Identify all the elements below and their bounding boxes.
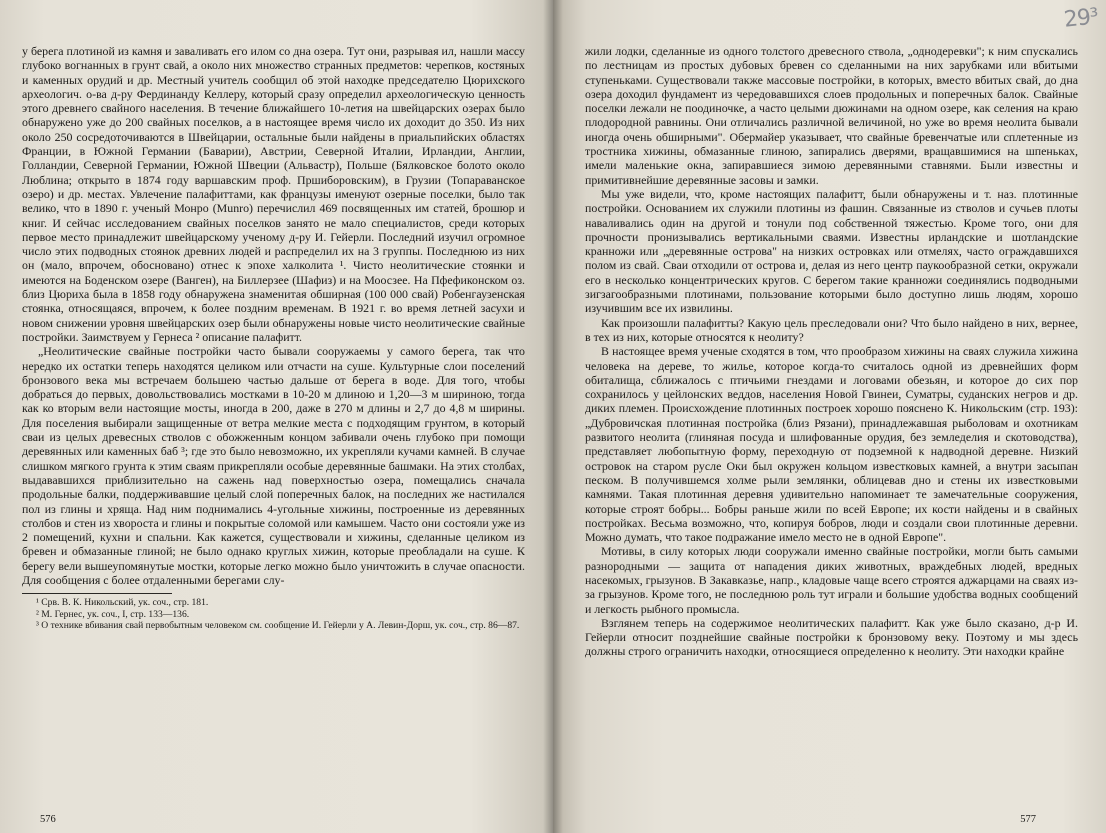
footnote: ¹ Срв. В. К. Никольский, ук. соч., стр. 181.: [36, 597, 209, 609]
paragraph: „Неолитические свайные постройки часто бывали сооружаемы у самого берега, так что нередко их остатки теперь находятся целиком или отчасти на суше. Культурные слои поселений бронзового века мы встречаем большею частью дальше от берега в воде. Для того, чтобы добраться до первых, довольствовались мостками в 10-20 м длиною и 1,20—3 м шириною, тогда как ко вторым вели настоящие мосты, иногда в 200, даже в 270 м длины и 2,7 до 4,8 м ширины. Для поселения выбирали защищенные от ветра мелкие места с подходящим грунтом, в который сваи из целых древесных стволов с обожженным концом забивали очень глубоко при помощи деревянных или каменных баб ³; где это было невозможно, их укрепляли кучами камней. В случае слишком мягкого грунта к этим сваям прикрепляли особые деревянные башмаки. На этих столбах, выдававшихся приблизительно на сажень над поверхностью озера, помещались сначала продольные балки, поддерживавшие целый слой поперечных балок, на последних же настилался пол из глины и хряща. Над ним поднимались 4-угольные хижины, построенные из деревянных столбов и стен из хвороста и глины и покрытые соломой или камышем. Часто они состояли уже из 2 помещений, кухни и спальни. Как кажется, существовали и хижины, сделанные целиком из бревен и обмазанные глиной; не было однако круглых хижин, которые преобладали на суше. К берегу вели вышеупомянутые мостки, которые легко можно было уничтожить в случае опасности. Для сообщения с более отдаленными берегами слу-: [22, 344, 525, 587]
paragraph: В настоящее время ученые сходятся в том, что прообразом хижины на сваях служила хижина человека на дереве, то жилье, которое когда-то считалось одной из древнейших форм обиталища, сближалось с птичьими гнездами и логовами обезьян, и которое до сих пор сохранилось у цейлонских веддов, населения Новой Гвинеи, Суматры, суданских негров и др. диких племен. Происхождение плотинных построек хорошо пояснено К. Никольским (стр. 193): „Дубровичская плотинная постройка (близ Рязани), принадлежавшая рыболовам и охотникам развитого неолита (глиняная посуда и шлифованные орудия, без земледелия и скотоводства), представляет любопытную форму, переходную от подземной к надводной деревне. Низкий островок на старом русле Оки был окружен кольцом известковых камней, а внутри засыпан песком. В получившемся холме рыли землянки, облицевав дно и стены их известковыми камнями. Такая плотинная деревня удивительно напоминает те замечательные сооружения, которые строят бобры... Бобры раньше жили по всей Европе; их кости найдены и в свайных постройках. Весьма возможно, что, копируя бобров, люди и создали свои плотинные деревни. Можно думать, что такое подражание имело место не в одной Европе".: [585, 344, 1078, 545]
paragraph: Мы уже видели, что, кроме настоящих палафитт, были обнаружены и т. наз. плотинные постройки. Основанием их служили плотины из фашин. Связанные из стволов и сучьев плоты наваливались один на другой и тонули под собственной тяжестью. Кроме того, они для прочности пронизывались вертикальными сваями. Известны ирландские и шотландские кранножи или „деревянные острова" на низких островках или отмелях, часто ограждавшихся полом из свай. Сваи отходили от острова и, делая из него центр паукообразной сетки, окружали его в несколько концентрических кругов. С берегом такие кранножи соединялись подводными зигзагообразными плотинами, пользование которыми было доступно лишь людям, хорошо изучившим все их извилины.: [585, 186, 1078, 316]
handwritten-mark: 29³: [1062, 4, 1100, 33]
right-page: [553, 0, 1106, 833]
page-number: 577: [1020, 814, 1036, 825]
paragraph: у берега плотиной из камня и заваливать его илом со дна озера. Тут они, разрывая ил, нашли массу глубоко вогнанных в грунт свай, а около них множество странных предметов: черепков, костяных и каменных орудий и др. Местный учитель сообщил об этой находке председателю Цюрихского археологич. о-ва д-ру Фердинанду Келлеру, который сразу определил археологическую ценность этого древнего свайного населения. В течение ближайшего 10-летия на швейцарских озерах было обнаружено уже до 200 свайных поселков, а в настоящее время число их доходит до 350. Из них около 250 сосредоточиваются в Швейцарии, остальные были найдены в приальпийских областях Франции, в Южной Германии (Баварии), Австрии, Северной Италии, Ирландии, Англии, Голландии, Северной Германии, Южной Швеции (Альвастр), Польше (Бялковское болото около Люблина; открыто в 1874 году варшавским проф. Пршиборовским), в Грузии (Топараванское озеро) и др. местах. Увлечение палафиттами, как французы именуют озерные поселки, было так велико, что в 1890 г. ученый Монро (Munro) перечислил 469 посвященных им статей, брошюр и книг. И сейчас исследованием свайных поселков занято не мало специалистов, среди которых первое место принадлежит швейцарскому ученому д-ру И. Гейерли. Последний изучил огромное число этих подводных стоянок древних людей и распределил их на 3 группы. Последнюю из них он (мало, впрочем, обосновано) отнес к эпохе халколита ¹. Чисто неолитические стоянки и имеются на Боденском озере (Ванген), на Биллерзее (Шафиз) и на Моосзее. На Пфефиконском оз. близ Цюриха была в 1858 году обнаружена знаменитая обширная (100 000 свай) Робенгаузенская стоянка, относящаяся, впрочем, к более поздним временам. В 1921 г. во время летней засухи и новом снижении уровня швейцарских озер были обнаружены новые чисто неолитические свайные постройки. Заимствуем у Гернеса ² описание палафитт.: [22, 44, 525, 344]
footnote: ³ О технике вбивания свай первобытным человеком см. сообщение И. Гейерли у А. Левин-Дорш, ук. соч., стр. 86—87.: [36, 620, 520, 632]
right-page-body: [585, 44, 1078, 659]
book-gutter: [543, 0, 563, 833]
paragraph: Мотивы, в силу которых люди сооружали именно свайные постройки, могли быть самыми разнородными — защита от нападения диких животных, враждебных людей, вредных насекомых, грызунов. В Закавказье, напр., кладовые чаще всего строятся аджарцами на сваях из-за грызунов. Кроме того, не последнюю роль тут играли и большие удобства водных сообщений и легкость рыбного промысла.: [585, 544, 1078, 616]
paragraph: жили лодки, сделанные из одного толстого древесного ствола, „однодеревки"; к ним спускались по лестницам из простых дубовых бревен со сделанными на них зарубками или вбитыми ступеньками. Существовали также массовые постройки, в которых, вместо вбитых свай, до дна озера доходил фундамент из чередовавшихся слоев продольных и поперечных балок. Свайные поселки лежали не поодиночке, а часто целыми дюжинами на одном озере, как селения на краю плодородной равнины. Они отличались различной величиной, но уже во время неолита бывали иногда очень обширными". Обермайер указывает, что свайные бревенчатые или сплетенные из тростника хижины, обмазанные глиною, запирались дверями, вращавшимися на шпеньках, имели маленькие окна, запиравшиеся зимою деревянными ставнями. Были известны и примитивнейшие деревянные засовы и замки.: [585, 44, 1078, 187]
footnotes: [22, 597, 525, 632]
paragraph: Как произошли палафитты? Какую цель преследовали они? Что было найдено в них, вернее, в тех из них, которые относятся к неолиту?: [585, 315, 1078, 344]
page-number: 576: [40, 814, 56, 825]
left-page-body: [22, 44, 525, 587]
footnote-divider: [22, 593, 172, 594]
paragraph: Взглянем теперь на содержимое неолитических палафитт. Как уже было сказано, д-р И. Гейерли относит позднейшие свайные постройки к бронзовому веку. Поэтому и мы здесь должны строго ограничить находки, относящиеся определенно к неолиту. Эти находки крайне: [585, 615, 1078, 659]
footnote: ² М. Гернес, ук. соч., I, стр. 133—136.: [36, 608, 190, 620]
